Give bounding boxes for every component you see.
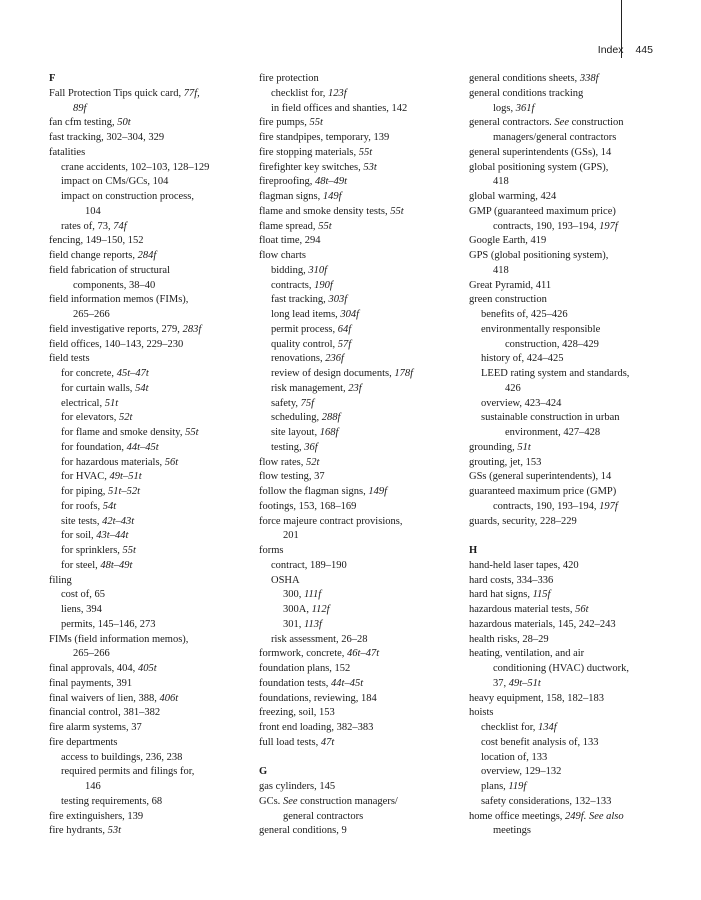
index-subentry: liens, 394 — [61, 604, 102, 615]
index-subentry: benefits of, 425–426 — [481, 309, 568, 320]
index-entry: Fall Protection Tips quick card, 77f, — [49, 87, 200, 99]
index-entry: follow the flagman signs, 149f — [259, 486, 388, 497]
index-entry: grounding, 51t — [469, 441, 531, 453]
index-entry: field tests — [49, 353, 90, 365]
index-subentry: site tests, 42t–43t — [61, 515, 135, 527]
index-subentry: contract, 189–190 — [271, 559, 347, 571]
index-subentry: for roofs, 54t — [61, 500, 117, 512]
index-subentry: permits, 145–146, 273 — [61, 618, 156, 630]
index-entry: front end loading, 382–383 — [259, 722, 374, 733]
index-subentry: impact on CMs/GCs, 104 — [61, 176, 169, 188]
index-subentry: electrical, 51t — [61, 397, 119, 409]
index-entry: field information memos (FIMs), — [49, 294, 189, 306]
section-spacer — [259, 751, 459, 766]
index-entry: field investigative reports, 279, 283f — [49, 323, 202, 335]
index-column-3 — [469, 72, 684, 839]
index-entry: fire protection — [259, 73, 319, 84]
index-entry-continuation: meetings — [493, 825, 531, 837]
index-subentry: for HVAC, 49t–51t — [61, 471, 142, 483]
section-spacer — [469, 529, 684, 544]
index-entry: Great Pyramid, 411 — [469, 279, 552, 291]
index-entry: hazardous material tests, 56t — [469, 604, 589, 615]
index-subentry: for foundation, 44t–45t — [61, 441, 159, 453]
index-entry: fire pumps, 55t — [259, 117, 323, 129]
index-entry-continuation: 89f — [73, 102, 87, 114]
index-entry: field fabrication of structural — [49, 264, 170, 276]
index-entry: flame and smoke density tests, 55t — [259, 205, 404, 217]
index-subentry: fast tracking, 303f — [271, 294, 348, 306]
index-subentry: for sprinklers, 55t — [61, 545, 136, 556]
index-entry: final waivers of lien, 388, 406t — [49, 692, 179, 704]
index-entry: fencing, 149–150, 152 — [49, 235, 144, 247]
index-entry: footings, 153, 168–169 — [259, 500, 357, 512]
index-entry: general conditions tracking — [469, 87, 584, 99]
index-entry: GCs. See construction managers/ — [259, 795, 398, 807]
index-entry: general contractors. See construction — [469, 117, 624, 129]
index-subentry: checklist for, 123f — [271, 87, 347, 99]
index-entry: fire hydrants, 53t — [49, 825, 122, 837]
index-entry-continuation: 265–266 — [73, 648, 110, 660]
index-entry-continuation: 418 — [493, 176, 509, 188]
index-entry: field offices, 140–143, 229–230 — [49, 338, 184, 350]
index-subentry: for piping, 51t–52t — [61, 486, 141, 497]
index-entry: general superintendents (GSs), 14 — [469, 146, 612, 158]
index-letter-heading: G — [259, 766, 268, 778]
index-subentry: LEED rating system and standards, — [481, 368, 630, 379]
index-column-1 — [49, 72, 249, 839]
index-entry: final payments, 391 — [49, 677, 133, 689]
index-letter-heading: H — [469, 545, 478, 556]
index-entry: health risks, 28–29 — [469, 633, 549, 645]
index-subentry: for hazardous materials, 56t — [61, 456, 179, 468]
index-subentry: testing, 36f — [271, 441, 318, 453]
index-subentry: required permits and filings for, — [61, 766, 195, 778]
index-entry: fatalities — [49, 146, 86, 158]
index-entry: flow rates, 52t — [259, 456, 320, 468]
index-entry: flow charts — [259, 250, 306, 261]
index-entry: GMP (guaranteed maximum price) — [469, 205, 616, 217]
index-entry: fan cfm testing, 50t — [49, 117, 131, 129]
index-entry-continuation: logs, 361f — [493, 102, 535, 114]
index-entry: forms — [259, 545, 284, 556]
index-subentry: location of, 133 — [481, 751, 548, 763]
index-subentry: crane accidents, 102–103, 128–129 — [61, 161, 210, 173]
index-entry-continuation: 426 — [505, 382, 521, 394]
index-subentry: cost of, 65 — [61, 589, 106, 601]
index-subentry: for soil, 43t–44t — [61, 530, 129, 542]
index-entry: home office meetings, 249f. See also — [469, 810, 624, 822]
index-entry: float time, 294 — [259, 235, 321, 247]
index-subentry: cost benefit analysis of, 133 — [481, 736, 599, 748]
index-entry: GSs (general superintendents), 14 — [469, 471, 612, 483]
index-subentry: contracts, 190f — [271, 279, 333, 291]
index-subentry: rates of, 73, 74f — [61, 220, 127, 232]
page-number: 445 — [635, 44, 653, 56]
index-subentry: overview, 129–132 — [481, 766, 562, 778]
index-entry: fire extinguishers, 139 — [49, 810, 144, 822]
index-subentry: safety, 75f — [271, 397, 315, 409]
index-subentry: checklist for, 134f — [481, 722, 557, 733]
index-letter-heading: F — [49, 73, 56, 84]
index-entry: grouting, jet, 153 — [469, 456, 542, 468]
index-entry: general conditions sheets, 338f — [469, 73, 599, 84]
index-entry-continuation: 201 — [283, 530, 299, 542]
index-entry-continuation: environment, 427–428 — [505, 427, 601, 438]
index-entry: hard costs, 334–336 — [469, 574, 554, 586]
index-entry: flame spread, 55t — [259, 220, 332, 232]
index-entry: full load tests, 47t — [259, 736, 335, 748]
index-entry-continuation: 300A, 112f — [283, 604, 330, 615]
index-entry: freezing, soil, 153 — [259, 707, 335, 719]
index-subentry: in field offices and shanties, 142 — [271, 102, 408, 114]
index-subentry: history of, 424–425 — [481, 353, 564, 365]
index-entry: green construction — [469, 294, 547, 306]
index-entry: global positioning system (GPS), — [469, 161, 609, 173]
index-subentry: bidding, 310f — [271, 264, 328, 276]
index-entry: firefighter key switches, 53t — [259, 161, 377, 173]
index-entry: heating, ventilation, and air — [469, 648, 585, 660]
index-subentry: environmentally responsible — [481, 323, 601, 335]
index-entry-continuation: general contractors — [283, 810, 364, 822]
index-subentry: impact on construction process, — [61, 191, 194, 202]
index-entry: Google Earth, 419 — [469, 235, 547, 247]
index-entry: financial control, 381–382 — [49, 707, 161, 719]
index-entry-continuation: 418 — [493, 264, 509, 276]
index-subentry: testing requirements, 68 — [61, 795, 163, 807]
index-entry: hoists — [469, 707, 494, 719]
index-entry: force majeure contract provisions, — [259, 515, 403, 527]
index-column-2 — [259, 72, 459, 839]
index-subentry: site layout, 168f — [271, 427, 339, 438]
index-entry: foundation tests, 44t–45t — [259, 677, 364, 689]
index-entry: general conditions, 9 — [259, 825, 347, 837]
index-subentry: for flame and smoke density, 55t — [61, 427, 199, 438]
index-entry: fireproofing, 48t–49t — [259, 176, 348, 188]
index-subentry: for concrete, 45t–47t — [61, 368, 149, 379]
section-title: Index — [597, 44, 624, 56]
index-subentry: plans, 119f — [481, 781, 527, 792]
index-entry: fast tracking, 302–304, 329 — [49, 132, 165, 143]
running-header — [598, 44, 653, 56]
index-entry: GPS (global positioning system), — [469, 250, 609, 261]
index-entry: gas cylinders, 145 — [259, 781, 336, 792]
index-entry: foundations, reviewing, 184 — [259, 692, 377, 704]
index-subentry: risk management, 23f — [271, 382, 362, 394]
index-entry: FIMs (field information memos), — [49, 633, 189, 645]
index-entry: heavy equipment, 158, 182–183 — [469, 692, 605, 704]
index-entry: hard hat signs, 115f — [469, 589, 551, 601]
index-subentry: access to buildings, 236, 238 — [61, 751, 183, 763]
index-entry: flow testing, 37 — [259, 471, 325, 483]
index-subentry: scheduling, 288f — [271, 412, 341, 424]
index-entry: guaranteed maximum price (GMP) — [469, 486, 617, 497]
index-entry-continuation: construction, 428–429 — [505, 338, 599, 350]
index-subentry: for elevators, 52t — [61, 412, 133, 424]
index-entry-continuation: 146 — [85, 781, 101, 792]
index-subentry: long lead items, 304f — [271, 309, 360, 320]
index-subentry: for steel, 48t–49t — [61, 559, 133, 571]
index-entry: fire stopping materials, 55t — [259, 146, 373, 158]
index-entry-continuation: 300, 111f — [283, 589, 322, 601]
index-entry: final approvals, 404, 405t — [49, 663, 157, 674]
index-entry: hand-held laser tapes, 420 — [469, 559, 579, 571]
index-entry-continuation: 37, 49t–51t — [493, 677, 541, 689]
index-entry: foundation plans, 152 — [259, 663, 351, 674]
index-entry: fire alarm systems, 37 — [49, 722, 142, 733]
index-entry: hazardous materials, 145, 242–243 — [469, 618, 616, 630]
index-entry-continuation: conditioning (HVAC) ductwork, — [493, 663, 630, 674]
index-subentry: OSHA — [271, 574, 300, 586]
index-subentry: permit process, 64f — [271, 323, 352, 335]
index-subentry: risk assessment, 26–28 — [271, 633, 368, 645]
index-entry: fire departments — [49, 736, 118, 748]
index-entry: formwork, concrete, 46t–47t — [259, 648, 380, 660]
index-entry-continuation: 104 — [85, 205, 101, 217]
index-subentry: review of design documents, 178f — [271, 368, 414, 379]
index-entry-continuation: 301, 113f — [283, 618, 322, 630]
index-entry: global warming, 424 — [469, 191, 557, 202]
index-subentry: renovations, 236f — [271, 353, 344, 365]
index-entry-continuation: components, 38–40 — [73, 279, 156, 291]
index-entry-continuation: managers/general contractors — [493, 132, 617, 143]
index-subentry: safety considerations, 132–133 — [481, 795, 612, 807]
index-entry: guards, security, 228–229 — [469, 515, 577, 527]
index-subentry: quality control, 57f — [271, 338, 352, 350]
index-entry: fire standpipes, temporary, 139 — [259, 132, 390, 143]
index-entry: field change reports, 284f — [49, 250, 157, 261]
index-subentry: for curtain walls, 54t — [61, 382, 149, 394]
index-subentry: overview, 423–424 — [481, 397, 562, 409]
index-entry-continuation: 265–266 — [73, 309, 110, 320]
index-subentry: sustainable construction in urban — [481, 412, 620, 424]
index-entry-continuation: contracts, 190, 193–194, 197f — [493, 220, 618, 232]
index-entry: flagman signs, 149f — [259, 191, 342, 202]
index-entry: filing — [49, 574, 72, 586]
index-entry-continuation: contracts, 190, 193–194, 197f — [493, 500, 618, 512]
